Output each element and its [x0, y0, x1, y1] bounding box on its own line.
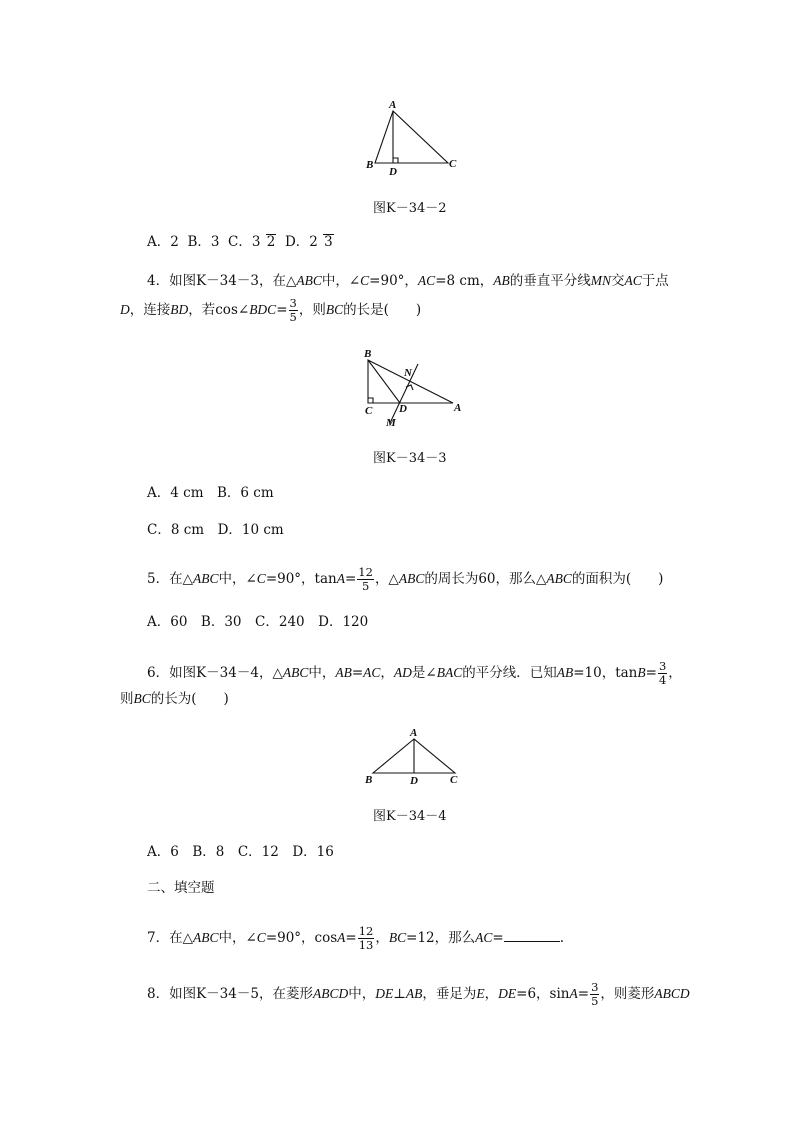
label-d: D: [389, 166, 397, 178]
label-b: B: [365, 774, 373, 786]
q4-fraction: $\frac{3}{5}$: [289, 296, 297, 324]
label-a: A: [410, 727, 418, 739]
q4-options-line-2: C．8 cm D．10 cm: [147, 522, 284, 538]
q6-options: A．6 B．8 C．12 D．16: [147, 844, 334, 860]
triangle-abc: [375, 111, 448, 163]
figure-k-34-2: [360, 95, 470, 180]
q5-options: A．60 B．30 C．240 D．120: [147, 614, 369, 630]
label-b: B: [366, 159, 374, 171]
label-c: C: [365, 405, 373, 417]
q6-line-2: 则BC的长为( ): [120, 691, 229, 707]
figure-caption-k-34-2: 图K－34－2: [373, 201, 447, 216]
figure-k-34-3: [355, 343, 470, 431]
section-title-fill-in: 二、填空题: [147, 880, 215, 896]
label-c: C: [450, 774, 458, 786]
q3-options: A．2 B．3 C．3 2 D．2 3: [147, 234, 333, 250]
label-d: D: [399, 403, 407, 415]
q7-answer-blank[interactable]: [504, 929, 560, 942]
q5-fraction: $\frac{12}{5}$: [358, 565, 373, 593]
right-angle-mark: [393, 158, 398, 163]
label-c: C: [449, 158, 457, 170]
label-b: B: [364, 348, 372, 360]
label-d: D: [410, 775, 418, 787]
q6-line-1: 6．如图K－34－4，△ABC中，AB=AC，AD是∠BAC的平分线．已知AB=10，tanB= $\frac{3}{4}$ ，: [147, 659, 682, 687]
q7-stem: 7．在△ABC中，∠C=90°，cosA= $\frac{12}{13}$ ，BC=12，那么AC= .: [147, 924, 565, 952]
q5-stem: 5．在△ABC中，∠C=90°，tanA= $\frac{12}{5}$ ，△ABC的周长为60，那么△ABC的面积为( ): [147, 565, 664, 593]
figure-caption-k-34-4: 图K－34－4: [373, 809, 447, 824]
right-angle-c: [368, 398, 373, 403]
figure-k-34-4: [360, 725, 470, 790]
segment-bd: [368, 360, 400, 403]
q8-fraction: $\frac{3}{5}$: [591, 980, 599, 1008]
q4-line-2: D，连接BD，若cos∠BDC= $\frac{3}{5}$ ，则BC的长是( ): [120, 296, 422, 324]
q4-options-line-1: A．4 cm B．6 cm: [147, 485, 274, 501]
label-n: N: [404, 367, 412, 379]
label-a: A: [454, 402, 462, 414]
q6-fraction: $\frac{3}{4}$: [658, 659, 667, 687]
label-a: A: [389, 99, 397, 111]
label-m: M: [386, 417, 396, 429]
q8-stem: 8．如图K－34－5，在菱形ABCD中，DE⊥AB，垂足为E，DE=6，sinA= $\frac{3}{5}$ ，则菱形ABCD: [147, 980, 690, 1008]
q7-fraction: $\frac{12}{13}$: [358, 924, 374, 952]
q4-line-1: 4．如图K－34－3，在△ABC中，∠C=90°，AC=8 cm，AB的垂直平分线MN交AC于点: [147, 273, 669, 289]
figure-caption-k-34-3: 图K－34－3: [373, 451, 447, 466]
